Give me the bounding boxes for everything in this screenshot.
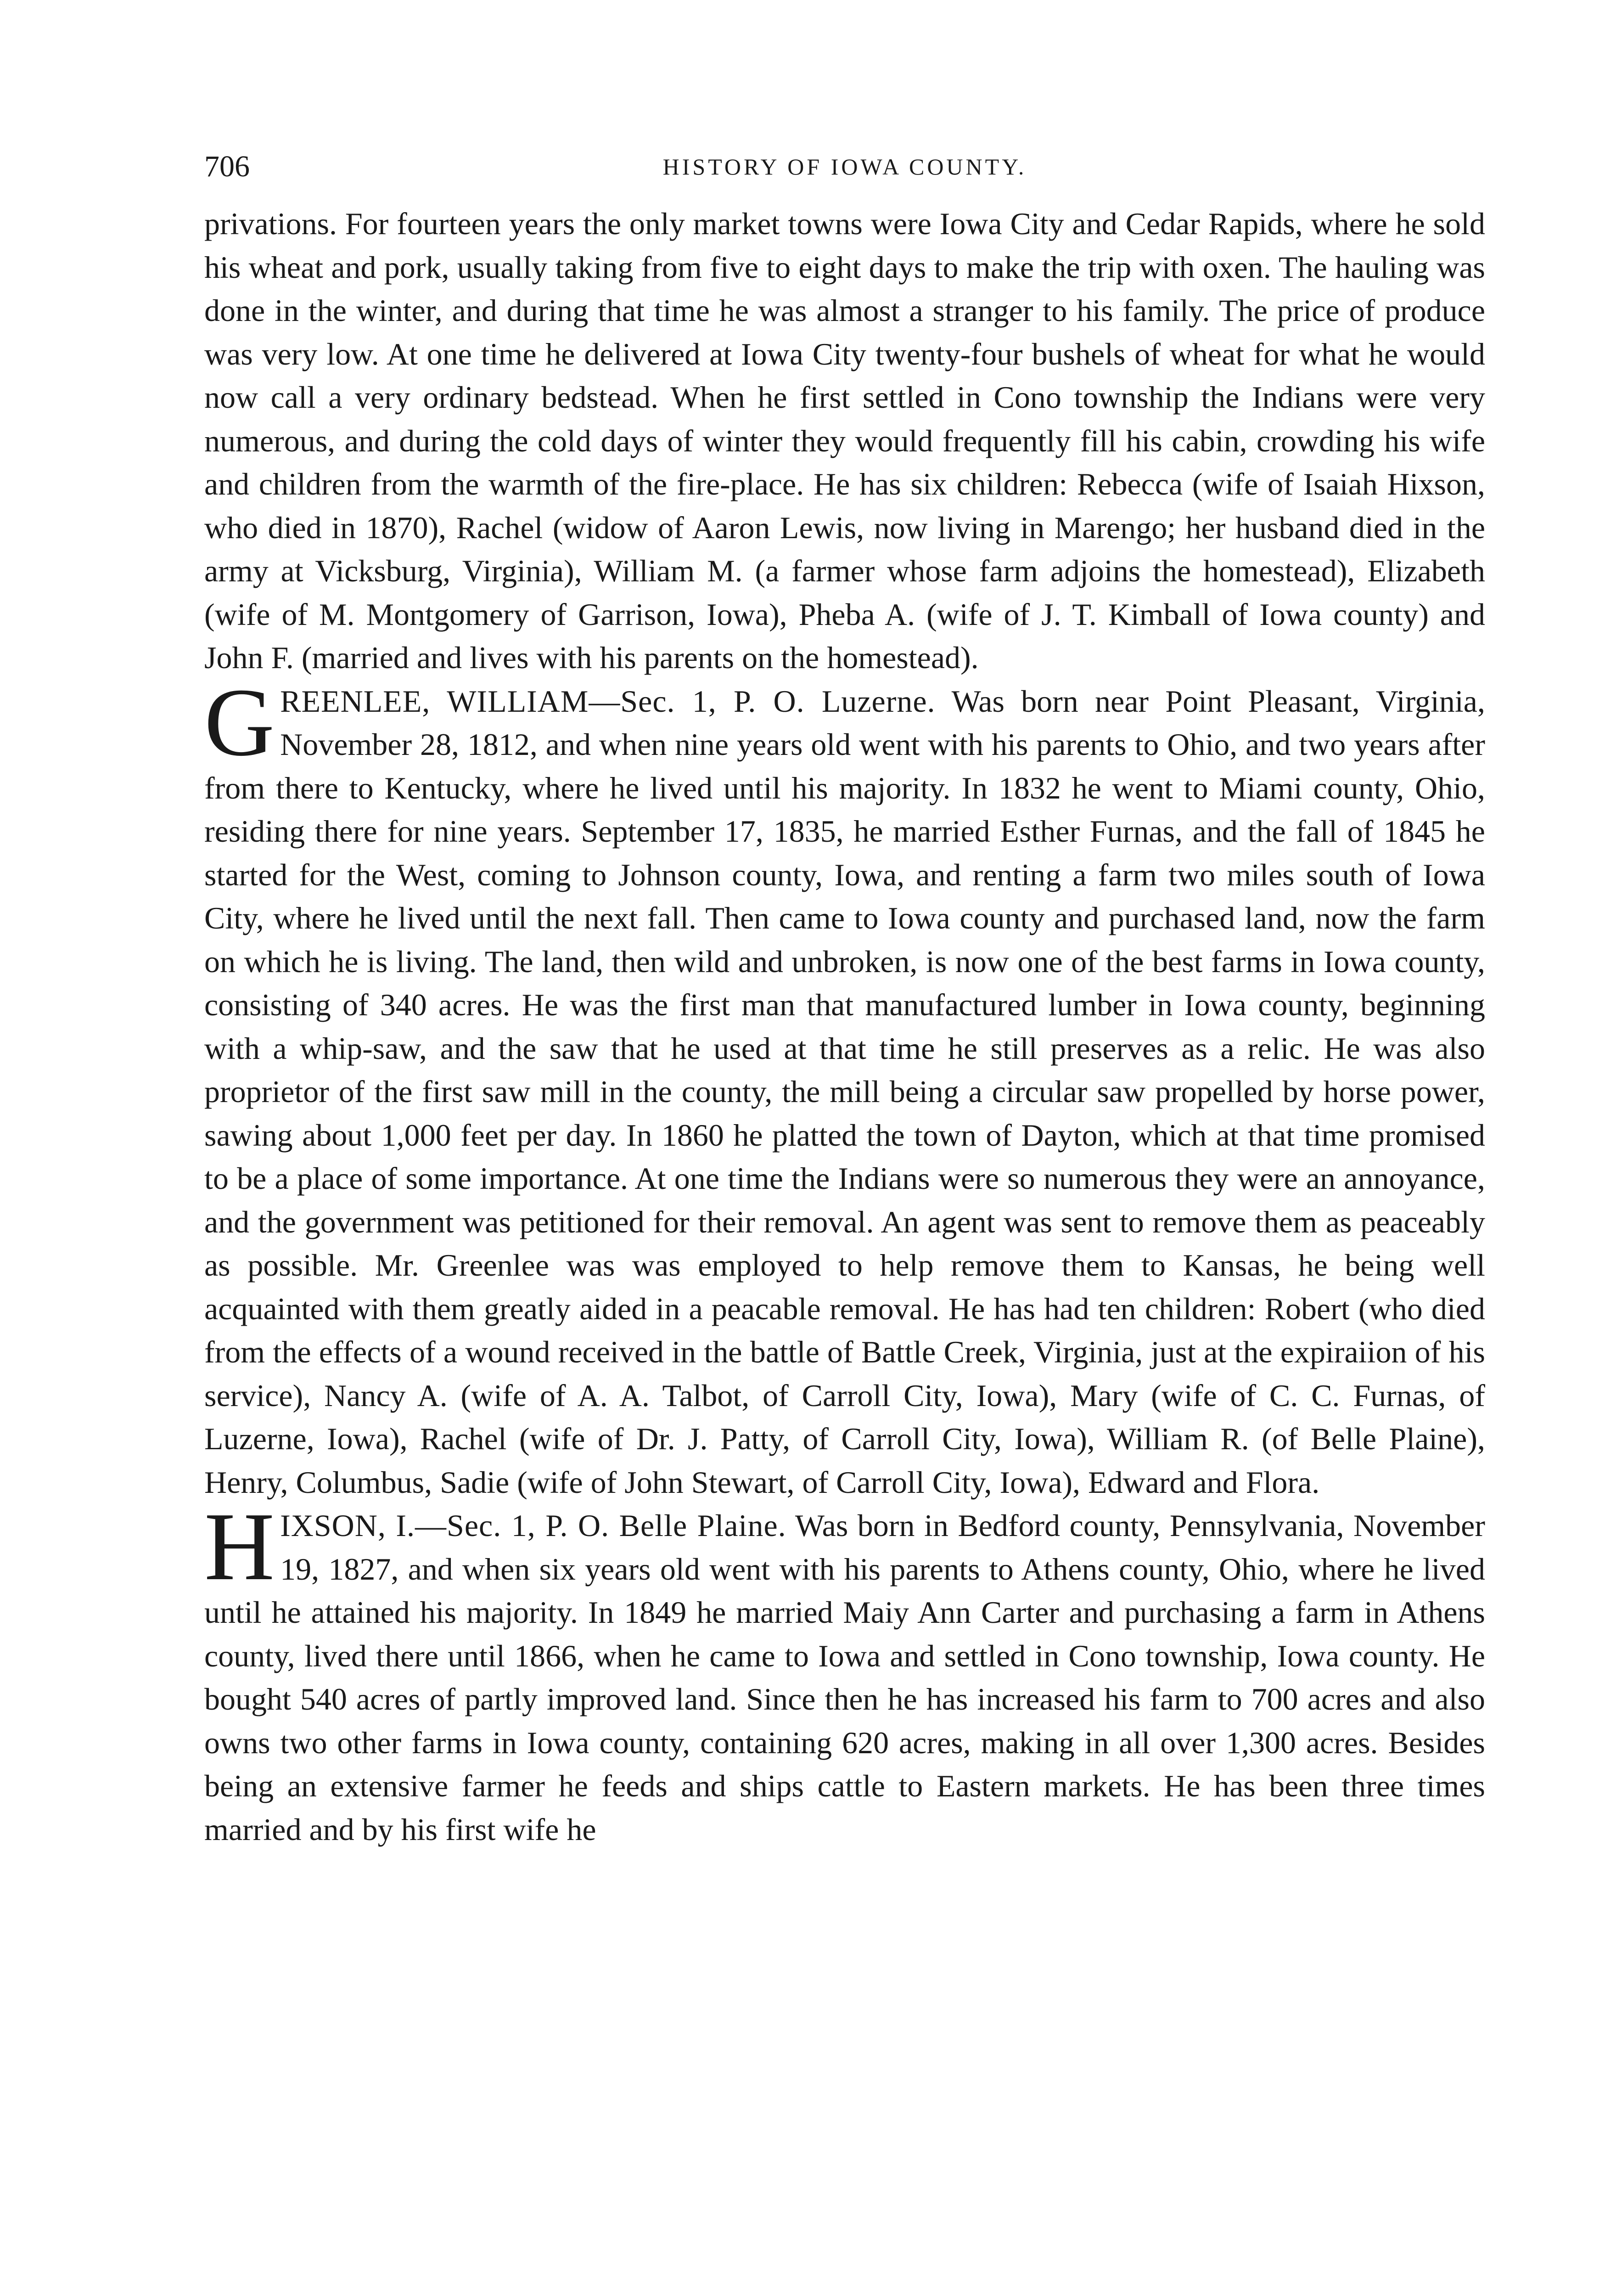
page-header (204, 152, 1485, 202)
entry-heading: IXSON, I.—Sec. 1, P. O. Belle Plaine. (280, 1508, 786, 1543)
continuation-paragraph: privations. For fourteen years the only market towns were Iowa City and Cedar Rapids, where he sold his wheat and pork, usually taking from five to eight days to make the trip with oxen. The hauling was done in the winter, and during that time he was almost a stranger to his family. The price of produce was very low. At one time he delivered at Iowa City twenty-four bushels of wheat for what he would now call a very ordinary bedstead. When he first settled in Cono township the Indians were very numerous, and during the cold days of winter they would frequently fill his cabin, crowding his wife and children from the warmth of the fire-place. He has six children: Rebecca (wife of Isaiah Hixson, who died in 1870), Rachel (widow of Aaron Lewis, now living in Marengo; her husband died in the army at Vicksburg, Virginia), William M. (a farmer whose farm adjoins the homestead), Elizabeth (wife of M. Montgomery of Garrison, Iowa), Pheba A. (wife of J. T. Kimball of Iowa county) and John F. (married and lives with his parents on the homestead). (204, 206, 1485, 675)
running-title: HISTORY OF IOWA COUNTY. (662, 154, 1027, 180)
drop-cap-initial: G (204, 668, 275, 776)
drop-cap-initial: H (204, 1492, 275, 1600)
page-number: 706 (204, 150, 250, 183)
page-body (204, 202, 1485, 1851)
page (204, 152, 1485, 1851)
entry-text: Was born in Bedford county, Pennsylvania, November 19, 1827, and when six years old went with his parents to Athens county, Ohio, where he lived until he attained his majority. In 1849 he married Maiy Ann Carter and purchasing a farm in Athens county, lived there until 1866, when he came to Iowa and settled in Cono township, Iowa county. He bought 540 acres of partly improved land. Since then he has increased his farm to 700 acres and also owns two other farms in Iowa county, containing 620 acres, making in all over 1,300 acres. Besides being an extensive farmer he feeds and ships cattle to Eastern markets. He has been three times married and by his first wife he (204, 1508, 1485, 1847)
biography-entry-hixson (204, 1492, 1485, 1851)
biography-entry-greenlee (204, 668, 1485, 1504)
entry-heading: REENLEE, WILLIAM—Sec. 1, P. O. Luzerne. (280, 683, 936, 719)
entry-text: Was born near Point Pleasant, Virginia, November 28, 1812, and when nine years old went with his parents to Ohio, and two years after from there to Kentucky, where he lived until his majority. In 1832 he went to Miami county, Ohio, residing there for nine years. September 17, 1835, he married Esther Furnas, and the fall of 1845 he started for the West, coming to Johnson county, Iowa, and renting a farm two miles south of Iowa City, where he lived until the next fall. Then came to Iowa county and purchased land, now the farm on which he is living. The land, then wild and unbroken, is now one of the best farms in Iowa county, consisting of 340 acres. He was the first man that manufactured lumber in Iowa county, beginning with a whip-saw, and the saw that he used at that time he still preserves as a relic. He was also proprietor of the first saw mill in the county, the mill being a circular saw propelled by horse power, sawing about 1,000 feet per day. In 1860 he platted the town of Dayton, which at that time promised to be a place of some importance. At one time the Indians were so numerous they were an annoyance, and the government was petitioned for their removal. An agent was sent to remove them as peaceably as possible. Mr. Greenlee was was employed to help remove them to Kansas, he being well acquainted with them greatly aided in a peacable removal. He has had ten children: Robert (who died from the effects of a wound received in the battle of Battle Creek, Virginia, just at the expiraiion of his service), Nancy A. (wife of A. A. Talbot, of Carroll City, Iowa), Mary (wife of C. C. Furnas, of Luzerne, Iowa), Rachel (wife of Dr. J. Patty, of Carroll City, Iowa), William R. (of Belle Plaine), Henry, Columbus, Sadie (wife of John Stewart, of Carroll City, Iowa), Edward and Flora. (204, 683, 1485, 1500)
